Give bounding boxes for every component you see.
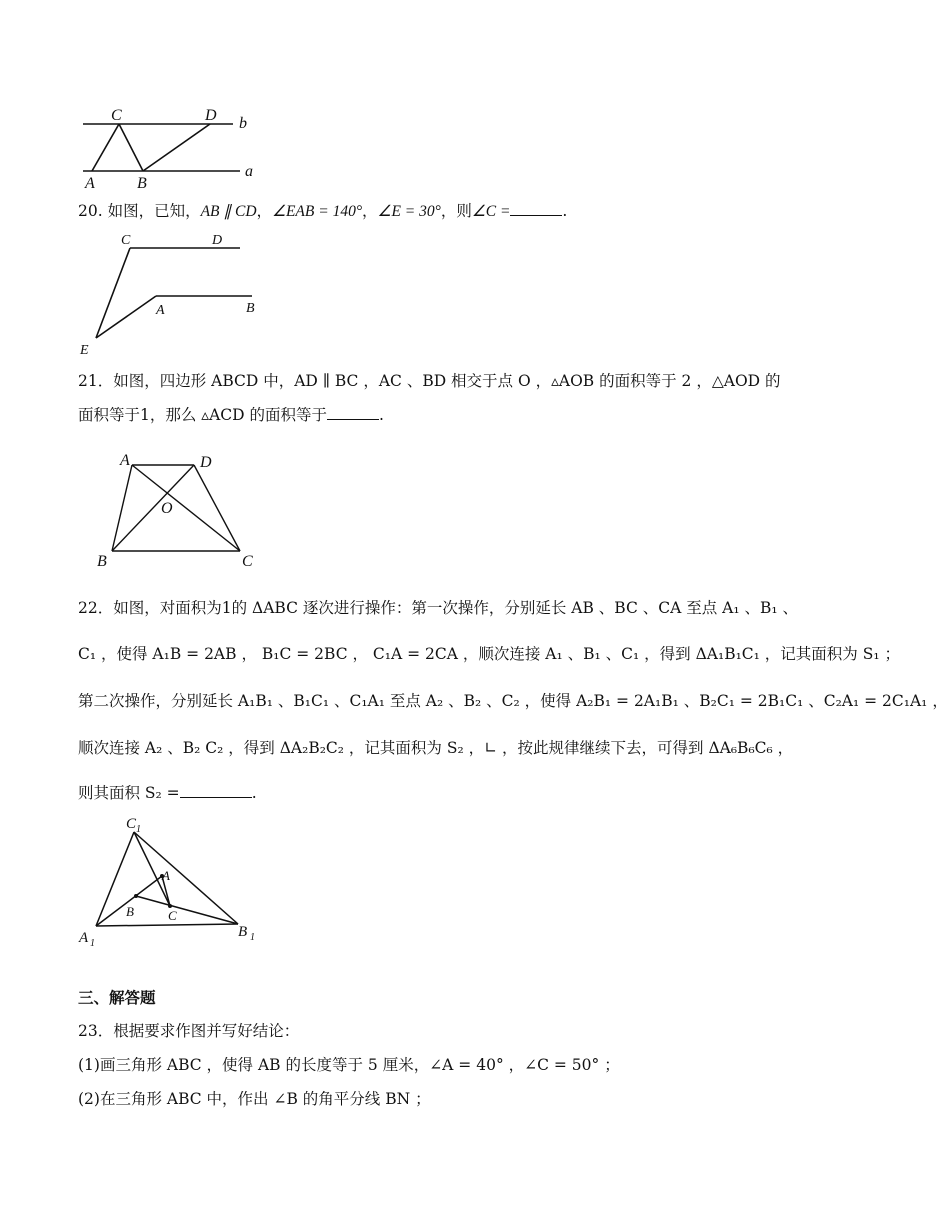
label-C: C xyxy=(111,107,122,124)
question-22-line3: 第二次操作，分别延长 A₁B₁ 、B₁C₁ 、C₁A₁ 至点 A₂ 、B₂ 、C₂ ，使得 A₂B₁ = 2A₁B₁ 、B₂C₁ = 2B₁C₁ 、C₂A₁ = 2C₁A₁ ， xyxy=(78,692,948,710)
answer-blank xyxy=(327,405,379,420)
answer-blank xyxy=(510,201,562,216)
label-B1: B xyxy=(238,924,248,940)
label-A1-sub: 1 xyxy=(90,938,95,949)
figure-parallel-lines xyxy=(75,104,265,190)
label-b: b xyxy=(239,115,247,132)
label-D: D xyxy=(200,454,212,471)
label-D: D xyxy=(212,233,223,248)
label-C: C xyxy=(168,908,177,923)
label-a: a xyxy=(245,163,253,180)
question-22-line4: 顺次连接 A₂ 、B₂ C₂ ，得到 ΔA₂B₂C₂ ，记其面积为 S₂ ，∟ ，按此规律继续下去，可得到 ΔA₆B₆C₆ ， xyxy=(78,739,794,757)
question-23-part2: (2)在三角形 ABC 中，作出 ∠B 的角平分线 BN ； xyxy=(78,1090,431,1108)
question-21-line2: 面积等于1，那么 ▵ACD 的面积等于 . xyxy=(78,406,384,424)
segment-CB xyxy=(119,124,143,171)
question-22-line1: 22．如图，对面积为1的 ΔABC 逐次进行操作：第一次操作，分别延长 AB 、BC 、CA 至点 A₁ 、B₁ 、 xyxy=(78,599,799,617)
segment-BD xyxy=(143,124,210,171)
label-C1-sub: 1 xyxy=(136,824,141,835)
label-C: C xyxy=(242,553,253,570)
question-20: 20. 如图，已知，AB ∥ CD，∠EAB = 140°，∠E = 30°，则∠C = . xyxy=(78,202,568,220)
question-22-line2: C₁ ，使得 A₁B = 2AB ， B₁C = 2BC ， C₁A = 2CA ，顺次连接 A₁ 、B₁ 、C₁ ，得到 ΔA₁B₁C₁ ，记其面积为 S₁ ； xyxy=(78,645,900,663)
figure-trapezoid xyxy=(92,448,272,572)
segment-AC xyxy=(92,124,119,171)
figure-q20 xyxy=(76,232,266,360)
label-C1: C xyxy=(126,816,137,832)
label-C: C xyxy=(121,233,131,248)
label-A: A xyxy=(85,175,95,192)
figure-triangles xyxy=(76,810,266,950)
question-21-line1: 21．如图，四边形 ABCD 中，AD ∥ BC ，AC 、BD 相交于点 O ，▵AOB 的面积等于 2 ，△AOD 的 xyxy=(78,372,781,390)
answer-blank xyxy=(180,783,252,798)
label-E: E xyxy=(80,343,89,358)
label-O: O xyxy=(161,500,173,517)
question-22-line5: 则其面积 S₂ = . xyxy=(78,784,257,802)
label-B: B xyxy=(246,301,255,316)
question-23-stem: 23．根据要求作图并写好结论： xyxy=(78,1022,300,1040)
label-A: A xyxy=(156,303,165,318)
label-B1-sub: 1 xyxy=(250,932,255,943)
label-B: B xyxy=(137,175,147,192)
label-A1: A xyxy=(79,930,89,946)
label-A: A xyxy=(162,868,170,883)
label-B: B xyxy=(97,553,107,570)
label-A: A xyxy=(120,452,130,469)
question-23-part1: (1)画三角形 ABC ，使得 AB 的长度等于 5 厘米，∠A = 40° ，∠C = 50° ； xyxy=(78,1056,620,1074)
label-B: B xyxy=(126,904,134,919)
section-heading: 三、解答题 xyxy=(78,988,156,1007)
label-D: D xyxy=(205,107,217,124)
